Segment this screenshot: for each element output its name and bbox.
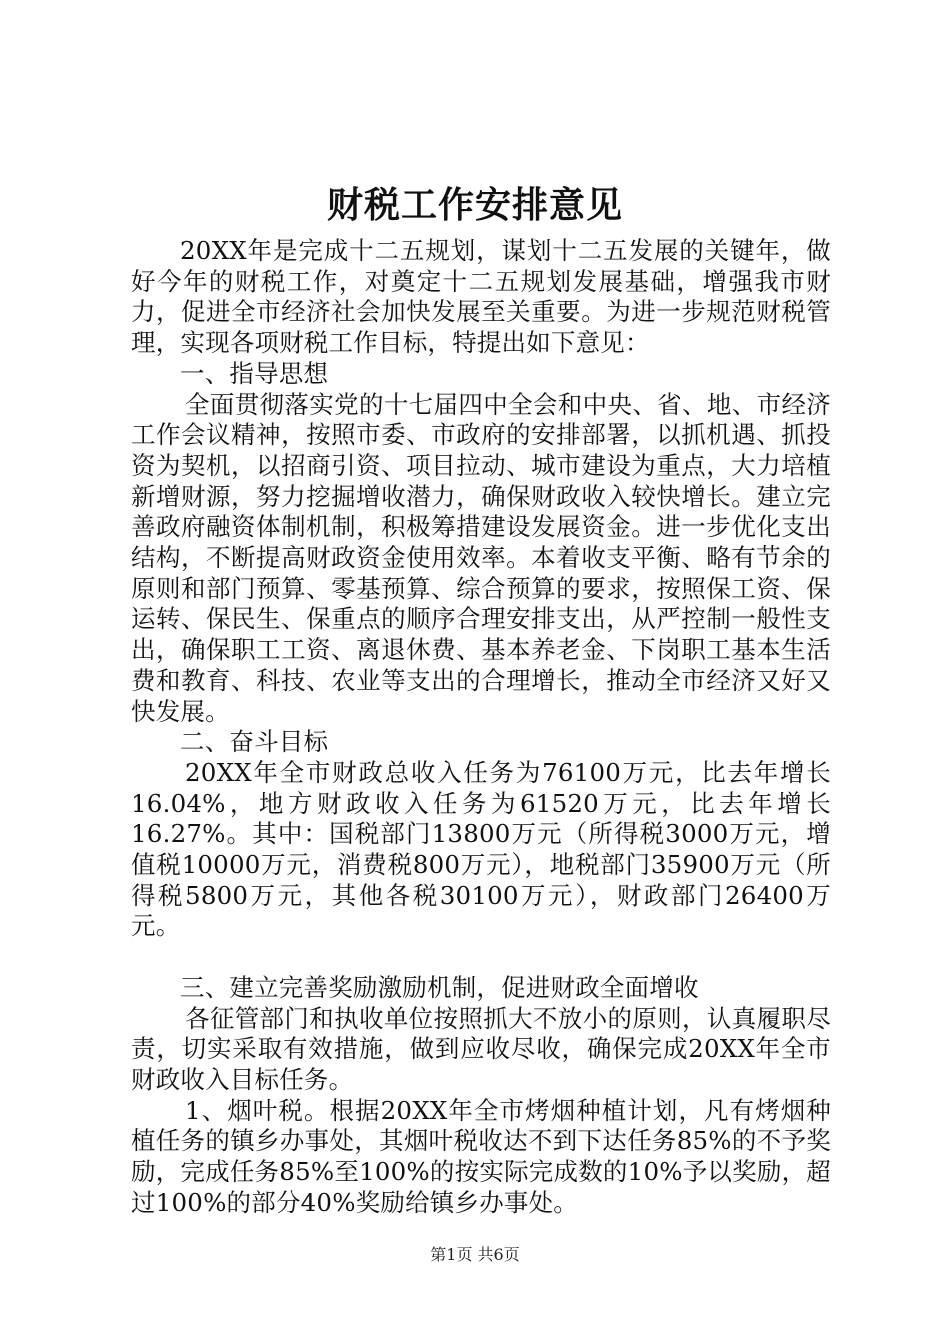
guiding-ideology-paragraph: 全面贯彻落实党的十七届四中全会和中央、省、地、市经济工作会议精神，按照市委、市政府的安排部署，以抓机遇、抓投资为契机，以招商引资、项目拉动、城市建设为重点，大力培植新增财源，努力挖掘增收潜力，确保财政收入较快增长。建立完善政府融资体制机制，积极筹措建设发展资金。进一步优化支出结构，不断提高财政资金使用效率。本着收支平衡、略有节余的原则和部门预算、零基预算、综合预算的要求，按照保工资、保运转、保民生、保重点的顺序合理安排支出，从严控制一般性支出，确保职工工资、离退休费、基本养老金、下岗职工基本生活费和教育、科技、农业等支出的合理增长，推动全市经济又好又快发展。 (131, 389, 831, 726)
incentive-mechanism-paragraph: 各征管部门和执收单位按照抓大不放小的原则，认真履职尽责，切实采取有效措施，做到应收尽收，确保完成20XX年全市财政收入目标任务。 (131, 1003, 831, 1094)
tobacco-tax-paragraph: 1、烟叶税。根据20XX年全市烤烟种植计划，凡有烤烟种植任务的镇乡办事处，其烟叶税收达不到下达任务85%的不予奖励，完成任务85%至100%的按实际完成数的10%予以奖励，超过100%的部分40%奖励给镇乡办事处。 (131, 1095, 831, 1217)
goals-paragraph: 20XX年全市财政总收入任务为76100万元，比去年增长16.04%，地方财政收入任务为61520万元，比去年增长16.27%。其中：国税部门13800万元（所得税3000万元，增值税10000万元，消费税800万元），地税部门35900万元（所得税5800万元，其他各税30100万元），财政部门26400万元。 (131, 757, 831, 941)
intro-paragraph: 20XX年是完成十二五规划，谋划十二五发展的关键年，做好今年的财税工作，对奠定十二五规划发展基础，增强我市财力，促进全市经济社会加快发展至关重要。为进一步规范财税管理，实现各项财税工作目标，特提出如下意见： (131, 236, 831, 358)
document-title: 财税工作安排意见 (326, 184, 623, 226)
section-heading-incentive-mechanism: 三、建立完善奖励激励机制，促进财政全面增收 (180, 972, 699, 1002)
page-indicator: 第1页 共6页 (430, 1245, 520, 1264)
blank-line (131, 942, 831, 973)
document-body (131, 236, 831, 1218)
section-heading-guiding-ideology: 一、指导思想 (180, 358, 329, 388)
section-heading-goals: 二、奋斗目标 (180, 727, 329, 757)
